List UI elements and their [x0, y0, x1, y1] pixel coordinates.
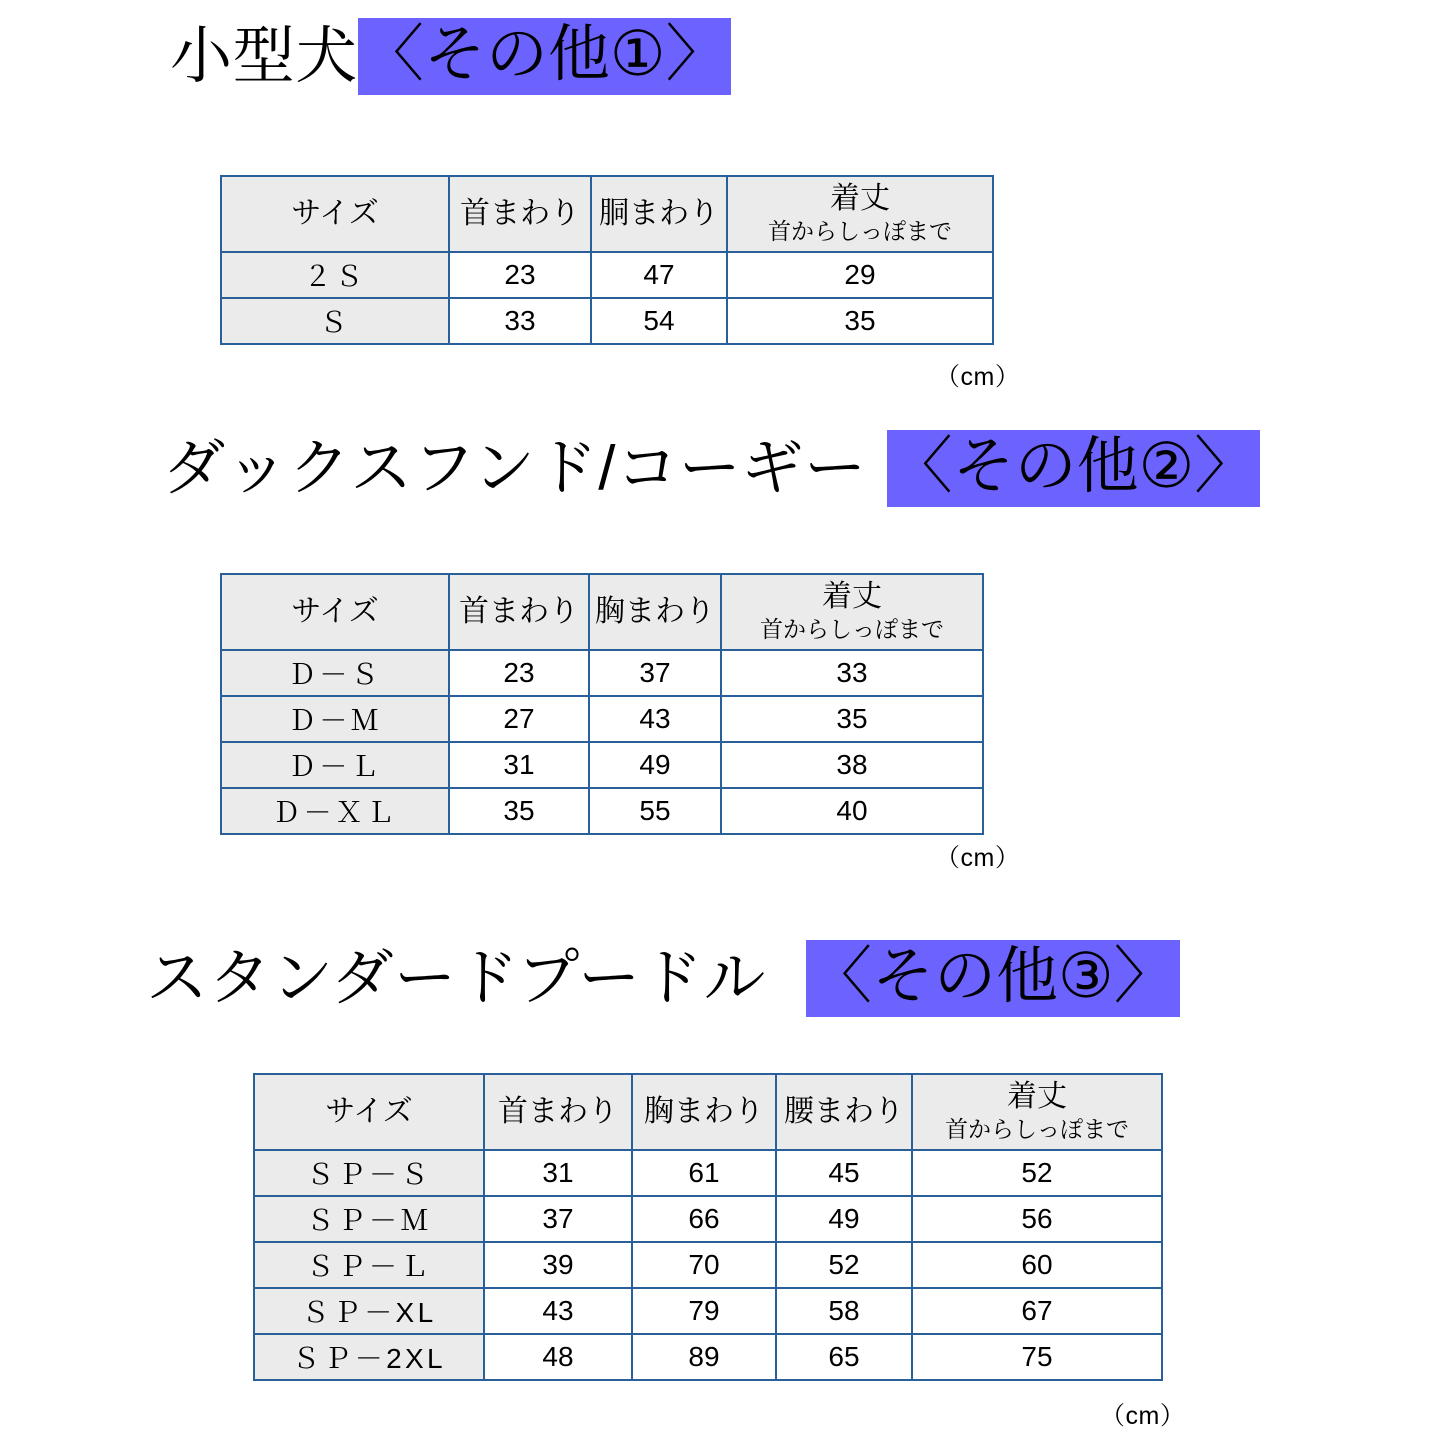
section-heading [0, 940, 1445, 1017]
col-header-length: 着丈 首からしっぽまで [727, 176, 993, 252]
table-row [221, 252, 993, 298]
cell-neck: 43 [484, 1288, 632, 1334]
cell-waist: 45 [776, 1150, 912, 1196]
cell-waist: 58 [776, 1288, 912, 1334]
table-row [221, 298, 993, 344]
cell-size: Ｄ－Ｍ [221, 696, 449, 742]
table-row [221, 788, 983, 834]
table-row [254, 1150, 1162, 1196]
cell-body: 47 [591, 252, 727, 298]
cell-neck: 27 [449, 696, 589, 742]
table-header-row [221, 574, 983, 650]
table-row [221, 696, 983, 742]
section-heading [0, 18, 1445, 95]
cell-neck: 39 [484, 1242, 632, 1288]
breed-name: スタンダードプードル [146, 943, 767, 1013]
size-table-dachshund-corgi [220, 573, 984, 835]
cell-length: 35 [721, 696, 983, 742]
cell-size: Ｄ－Ｓ [221, 650, 449, 696]
col-header-size: サイズ [221, 574, 449, 650]
cell-chest: 61 [632, 1150, 776, 1196]
col-header-size: サイズ [254, 1074, 484, 1150]
cell-waist: 49 [776, 1196, 912, 1242]
cell-chest: 79 [632, 1288, 776, 1334]
category-tag: 〈その他②〉 [887, 430, 1261, 507]
cell-size: ＳＰ－XL [254, 1288, 484, 1334]
cell-neck: 35 [449, 788, 589, 834]
cell-length: 33 [721, 650, 983, 696]
cell-body: 54 [591, 298, 727, 344]
cell-size: ＳＰ－Ｍ [254, 1196, 484, 1242]
cell-chest: 43 [589, 696, 721, 742]
cell-size: ２Ｓ [221, 252, 449, 298]
cell-size: ＳＰ－Ｓ [254, 1150, 484, 1196]
col-header-length: 着丈 首からしっぽまで [721, 574, 983, 650]
cell-neck: 23 [449, 252, 591, 298]
table-row [254, 1242, 1162, 1288]
category-tag: 〈その他③〉 [806, 940, 1180, 1017]
section-dachshund-corgi [0, 430, 1445, 507]
col-header-body: 胴まわり [591, 176, 727, 252]
breed-name: 小型犬 [170, 21, 358, 91]
unit-label: （cm） [935, 844, 1021, 872]
table-header-row [221, 176, 993, 252]
table-row [254, 1196, 1162, 1242]
cell-waist: 65 [776, 1334, 912, 1380]
section-standard-poodle [0, 940, 1445, 1017]
col-header-waist: 腰まわり [776, 1074, 912, 1150]
section-small-dog [0, 18, 1445, 95]
col-header-size: サイズ [221, 176, 449, 252]
cell-length: 67 [912, 1288, 1162, 1334]
cell-waist: 52 [776, 1242, 912, 1288]
cell-size: Ｄ－ＸＬ [221, 788, 449, 834]
col-header-chest: 胸まわり [589, 574, 721, 650]
table-row [254, 1334, 1162, 1380]
section-heading [0, 430, 1445, 507]
cell-length: 29 [727, 252, 993, 298]
unit-label: （cm） [1100, 1402, 1186, 1430]
cell-size: Ｓ [221, 298, 449, 344]
cell-length: 60 [912, 1242, 1162, 1288]
cell-chest: 66 [632, 1196, 776, 1242]
category-tag: 〈その他①〉 [358, 18, 732, 95]
cell-neck: 37 [484, 1196, 632, 1242]
cell-neck: 31 [449, 742, 589, 788]
table-row [221, 742, 983, 788]
table-row [254, 1288, 1162, 1334]
cell-size: ＳＰ－2XL [254, 1334, 484, 1380]
cell-chest: 37 [589, 650, 721, 696]
cell-neck: 48 [484, 1334, 632, 1380]
table-header-row [254, 1074, 1162, 1150]
cell-chest: 55 [589, 788, 721, 834]
cell-size: Ｄ－Ｌ [221, 742, 449, 788]
table-row [221, 650, 983, 696]
col-header-length: 着丈 首からしっぽまで [912, 1074, 1162, 1150]
breed-name: ダックスフンド/コーギー [163, 433, 867, 503]
cell-length: 35 [727, 298, 993, 344]
col-header-neck: 首まわり [449, 574, 589, 650]
cell-neck: 33 [449, 298, 591, 344]
cell-chest: 70 [632, 1242, 776, 1288]
cell-length: 40 [721, 788, 983, 834]
cell-length: 56 [912, 1196, 1162, 1242]
cell-chest: 49 [589, 742, 721, 788]
cell-length: 52 [912, 1150, 1162, 1196]
col-header-neck: 首まわり [449, 176, 591, 252]
size-table-standard-poodle [253, 1073, 1163, 1381]
cell-size: ＳＰ－Ｌ [254, 1242, 484, 1288]
cell-length: 75 [912, 1334, 1162, 1380]
size-table-small-dog [220, 175, 994, 345]
col-header-chest: 胸まわり [632, 1074, 776, 1150]
cell-length: 38 [721, 742, 983, 788]
unit-label: （cm） [935, 363, 1021, 391]
cell-chest: 89 [632, 1334, 776, 1380]
col-header-neck: 首まわり [484, 1074, 632, 1150]
cell-neck: 23 [449, 650, 589, 696]
cell-neck: 31 [484, 1150, 632, 1196]
